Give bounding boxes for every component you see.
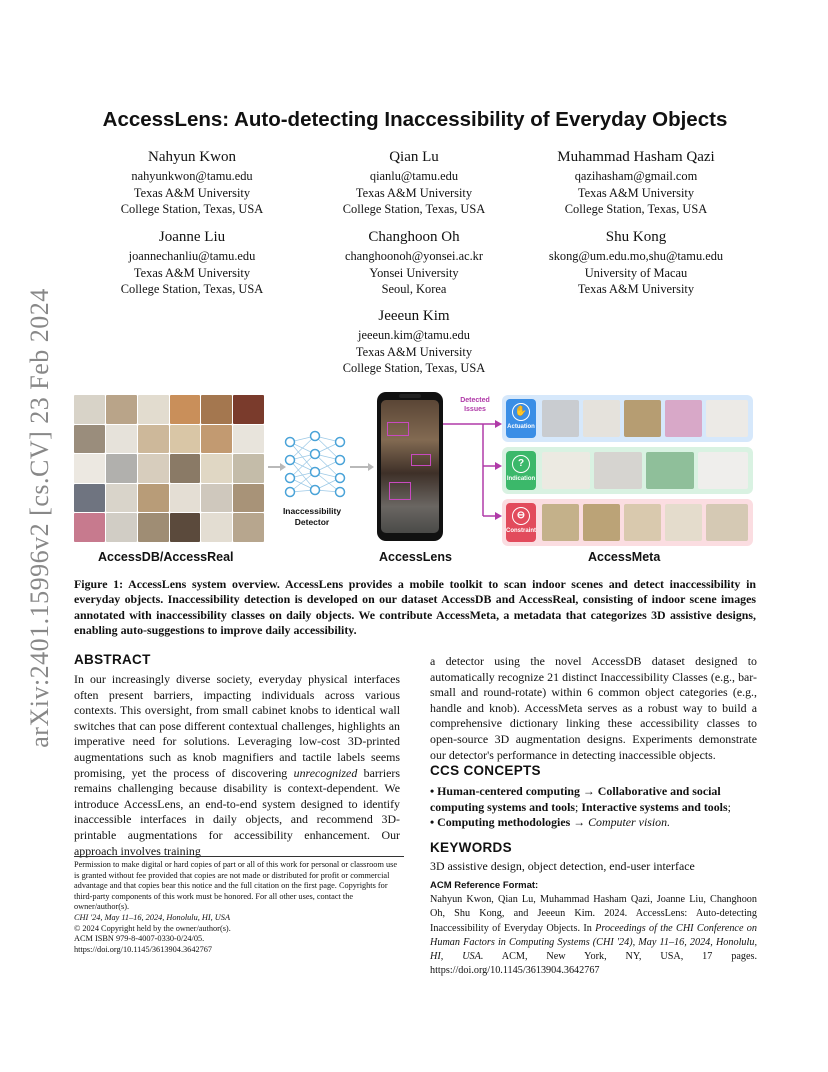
author-block	[536, 148, 736, 218]
ccs-sep: ;	[575, 799, 582, 814]
paper-title: AccessLens: Auto-detecting Inaccessibility of Everyday Objects	[102, 108, 728, 131]
figure-label-dataset: AccessDB/AccessReal	[98, 550, 234, 564]
abstract-text	[74, 672, 400, 859]
augmentation-photo	[583, 400, 620, 437]
augmentation-photo	[624, 400, 661, 437]
author-affiliation: Texas A&M University	[355, 185, 473, 200]
dataset-thumbnail	[138, 513, 169, 542]
author-affiliation: Texas A&M University	[133, 265, 251, 280]
figure-caption: Figure 1: AccessLens system overview. AccessLens provides a mobile toolkit to scan indoor scenes and detect inaccessibility in everyday objects. Inaccessibility detection is developed on our dataset AccessDB and AccessReal, consisting of indoor scene images annotated with inaccessibility classes on daily objects. We contribute AccessMeta, a metadata that categorizes 3D assistive designs, enabling auto-suggestions to improve daily accessibility.	[74, 577, 756, 638]
dataset-thumbnail	[201, 513, 232, 542]
dataset-thumbnail	[74, 454, 105, 483]
copyright-footnote	[74, 856, 404, 955]
author-location: College Station, Texas, USA	[120, 202, 264, 216]
reference-venue: Proceedings of the CHI Conference on Human Factors in Computing Systems (CHI '24), May 11–16, 2024, Honolulu, HI, USA.	[430, 922, 757, 963]
dataset-thumbnail	[138, 454, 169, 483]
augmentation-photo	[698, 452, 748, 489]
author-email[interactable]: changhoonoh@yonsei.ac.kr	[344, 249, 484, 263]
arxiv-stamp-text: arXiv:2401.15996v2 [cs.CV] 23 Feb 2024	[25, 288, 54, 748]
dataset-thumbnail	[233, 484, 264, 513]
dataset-thumbnail	[74, 513, 105, 542]
reference-part-2: ACM, New York, NY, USA, 17 pages. https://doi.org/10.1145/3613904.3642767	[430, 951, 757, 977]
tag-label: Actuation	[507, 424, 535, 430]
augmentation-photo	[542, 400, 579, 437]
author-affiliation: Texas A&M University	[355, 344, 473, 359]
ccs-concepts	[430, 784, 757, 831]
panel-indication	[502, 447, 753, 494]
dataset-thumbnail	[106, 425, 137, 454]
ccs-line-2	[430, 815, 757, 831]
author-location: College Station, Texas, USA	[342, 361, 486, 375]
dataset-thumbnail	[74, 425, 105, 454]
author-name: Qian Lu	[389, 149, 439, 165]
tag-label: Constraint	[506, 528, 536, 534]
detector-label: Inaccessibility Detector	[282, 506, 342, 527]
augmentation-photo	[542, 504, 579, 541]
figure-label-meta: AccessMeta	[588, 550, 661, 564]
author-email[interactable]: qianlu@tamu.edu	[369, 169, 459, 183]
detected-issues-label: Detected Issues	[460, 397, 490, 413]
dataset-thumbnail	[233, 425, 264, 454]
dataset-thumbnail	[170, 454, 201, 483]
dataset-thumbnail	[201, 395, 232, 424]
dataset-thumbnail	[201, 454, 232, 483]
author-block	[314, 307, 514, 377]
author-block	[314, 148, 514, 218]
author-email[interactable]: nahyunkwon@tamu.edu	[131, 169, 253, 183]
author-location: Texas A&M University	[577, 282, 695, 296]
augmentation-photo	[665, 400, 702, 437]
augmentation-photo	[583, 504, 620, 541]
abstract-continued: a detector using the novel AccessDB dataset designed to automatically recognize 21 distinct Inaccessibility Classes (e.g., bar-small and round-rotate) within 6 common object categories (e.g., handle and knob). AccessMeta serves as a robust way to build a comprehensive dictionary linking these accessibility classes to open-source 3D augmentation designs. Experiments demonstrate our detector's performance in detecting inaccessible objects.	[430, 654, 757, 762]
figure-label-lens: AccessLens	[379, 550, 452, 564]
tag-label: Indication	[506, 476, 536, 482]
reference-part-1: Nahyun Kwon, Qian Lu, Muhammad Hasham Qazi, Joanne Liu, Changhoon Oh, Shu Kong, and Jeeeun Kim. 2024. AccessLens: Auto-detecting Inaccessibility of Everyday Objects. In	[430, 894, 757, 934]
augmentation-photo	[594, 452, 642, 489]
block-icon: ⊖	[512, 507, 530, 525]
author-affiliation: Texas A&M University	[577, 185, 695, 200]
dataset-thumbnail	[201, 484, 232, 513]
panel-constraint	[502, 499, 753, 546]
dataset-thumbnail	[106, 513, 137, 542]
ccs-end: ;	[727, 799, 731, 814]
dataset-thumbnail	[106, 484, 137, 513]
abstract-emphasis: unrecognized	[293, 765, 358, 780]
keywords-heading: KEYWORDS	[430, 840, 512, 855]
panel-actuation	[502, 395, 753, 442]
author-location: Seoul, Korea	[381, 282, 447, 296]
ccs-term: • Human-centered computing	[430, 784, 580, 798]
author-location: College Station, Texas, USA	[342, 202, 486, 216]
augmentation-photo	[646, 452, 694, 489]
dataset-thumbnail	[74, 484, 105, 513]
reference-format-text	[430, 893, 757, 979]
dataset-thumbnail	[138, 395, 169, 424]
detection-box	[411, 454, 431, 466]
author-email[interactable]: skong@um.edu.mo,shu@tamu.edu	[548, 249, 724, 263]
question-icon: ?	[512, 455, 530, 473]
author-name: Jeeeun Kim	[378, 308, 450, 324]
phone-mockup	[377, 392, 443, 541]
author-name: Muhammad Hasham Qazi	[557, 149, 715, 165]
augmentation-photo	[706, 400, 748, 437]
figure-overview	[74, 392, 754, 570]
augmentation-photo	[624, 504, 661, 541]
author-affiliation: Texas A&M University	[133, 185, 251, 200]
dataset-thumbnail	[74, 395, 105, 424]
augmentation-photo	[542, 452, 590, 489]
author-name: Joanne Liu	[158, 229, 226, 245]
conference-line: CHI '24, May 11–16, 2024, Honolulu, HI, USA	[74, 912, 231, 922]
dataset-thumbnail	[106, 454, 137, 483]
author-name: Nahyun Kwon	[148, 149, 236, 165]
augmentation-photo	[665, 504, 702, 541]
reference-format-heading: ACM Reference Format:	[430, 880, 539, 891]
tag-actuation	[506, 399, 536, 438]
ccs-term: Interactive systems and tools	[581, 799, 728, 814]
author-block	[92, 228, 292, 298]
dataset-thumbnail	[138, 425, 169, 454]
author-block	[314, 228, 514, 298]
author-location: College Station, Texas, USA	[564, 202, 708, 216]
arxiv-stamp	[22, 278, 58, 758]
dataset-thumbnail	[170, 484, 201, 513]
author-affiliation: Yonsei University	[369, 265, 459, 280]
author-email[interactable]: qazihasham@gmail.com	[574, 169, 698, 183]
doi-link[interactable]: https://doi.org/10.1145/3613904.3642767	[74, 944, 213, 954]
author-affiliation: University of Macau	[584, 265, 688, 280]
author-name: Changhoon Oh	[368, 229, 460, 245]
ccs-term: Collaborative and social computing systems and tools	[430, 784, 721, 814]
author-name: Shu Kong	[605, 229, 667, 245]
ccs-line-1	[430, 784, 757, 815]
ccs-term: • Computing methodologies	[430, 815, 571, 830]
detection-box	[387, 422, 409, 436]
flow-arrow-icon	[264, 452, 379, 482]
abstract-heading: ABSTRACT	[74, 652, 151, 667]
author-block	[92, 148, 292, 218]
keywords-text: 3D assistive design, object detection, end-user interface	[430, 859, 695, 873]
tag-constraint	[506, 503, 536, 542]
connector-arrows-icon	[443, 410, 505, 530]
abstract-part-2: barriers remains challenging because disability is context-dependent. We introduce AccessLens, an end-to-end system designed to identify inaccessible interfaces in daily objects, and recommend 3D-printable augmentations for accessibility enhancement. Our approach involves training	[74, 765, 400, 858]
ccs-term: Computer vision.	[588, 815, 671, 830]
phone-screen	[381, 400, 439, 533]
tag-indication	[506, 451, 536, 490]
abstract-part-1: In our increasingly diverse society, everyday physical interfaces often present barriers, impacting individuals across various contexts. This oversight, from small cabinet knobs to identical wall switches that can pose different contextual challenges, highlights an imperative need for solutions. Leveraging low-cost 3D-printed augmentations such as knob magnifiers and tactile labels seems promising, yet the process of discovering	[74, 672, 400, 780]
author-block	[536, 228, 736, 298]
dataset-thumbnail	[201, 425, 232, 454]
dataset-thumbnail	[170, 395, 201, 424]
copyright-line: © 2024 Copyright held by the owner/author(s).	[74, 923, 231, 933]
hand-icon: ✋	[512, 403, 530, 421]
dataset-thumbnail	[170, 513, 201, 542]
dataset-thumbnail	[170, 425, 201, 454]
dataset-thumbnail	[233, 454, 264, 483]
dataset-thumbnail	[138, 484, 169, 513]
detection-box	[389, 482, 411, 500]
author-email[interactable]: jeeeun.kim@tamu.edu	[358, 328, 470, 342]
author-location: College Station, Texas, USA	[120, 282, 264, 296]
dataset-image-grid	[74, 395, 264, 542]
isbn-line: ACM ISBN 979-8-4007-0330-0/24/05.	[74, 934, 205, 944]
ccs-heading: CCS CONCEPTS	[430, 763, 541, 778]
dataset-thumbnail	[233, 513, 264, 542]
ccs-arrow: →	[582, 784, 595, 798]
permission-text: Permission to make digital or hard copies of part or all of this work for personal or classroom use is granted without fee provided that copies are not made or distributed for profit or commercial advantage and that copies bear this notice and the full citation on the first page. Copyrights for third-party components of this work must be honored. For all other uses, contact the owner/author(s).	[74, 860, 398, 912]
author-email[interactable]: joannechanliu@tamu.edu	[128, 249, 256, 263]
dataset-thumbnail	[233, 395, 264, 424]
ccs-arrow: →	[573, 815, 586, 830]
dataset-thumbnail	[106, 395, 137, 424]
augmentation-photo	[706, 504, 748, 541]
phone-notch	[399, 394, 421, 398]
